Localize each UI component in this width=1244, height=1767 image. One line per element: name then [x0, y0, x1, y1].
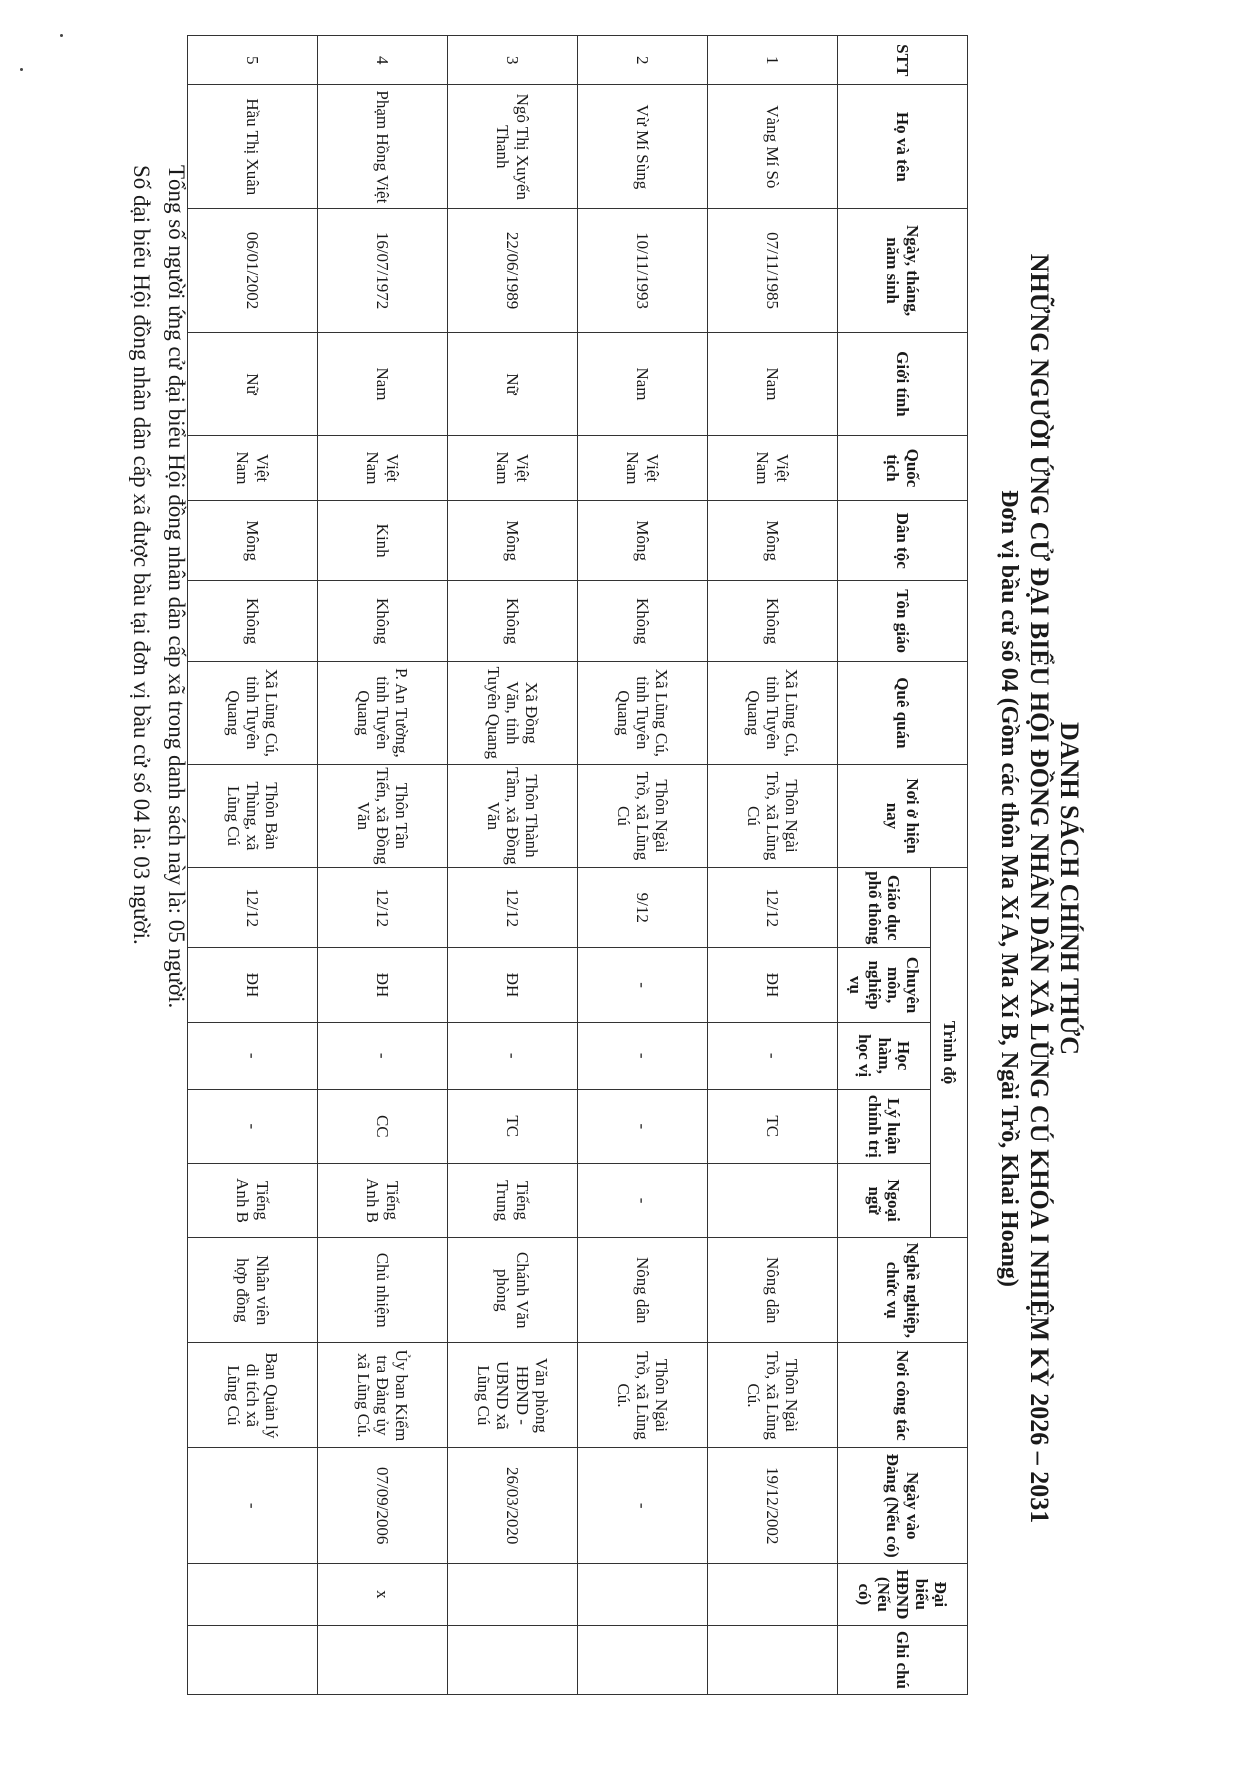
- cell-nationality: Việt Nam: [578, 436, 708, 501]
- cell-specialty: ĐH: [188, 948, 318, 1022]
- header-gender: Giới tính: [838, 332, 968, 435]
- cell-delegate: [188, 1563, 318, 1625]
- cell-party-date: 07/09/2006: [318, 1448, 448, 1563]
- cell-delegate: x: [318, 1563, 448, 1625]
- cell-foreign-language: Tiếng Trung: [448, 1163, 578, 1237]
- cell-occupation: Nông dân: [578, 1238, 708, 1343]
- cell-stt: 2: [578, 36, 708, 85]
- cell-residence: Thôn Ngài Trồ, xã Lũng Cú: [578, 764, 708, 867]
- cell-hometown: Xã Lũng Cú, tỉnh Tuyên Quang: [188, 661, 318, 764]
- header-hometown: Quê quán: [838, 661, 968, 764]
- cell-general-education: 9/12: [578, 868, 708, 948]
- cell-academic-title: -: [448, 1022, 578, 1089]
- cell-general-education: 12/12: [318, 868, 448, 948]
- cell-party-date: -: [578, 1448, 708, 1563]
- cell-specialty: ĐH: [448, 948, 578, 1022]
- cell-delegate: [448, 1563, 578, 1625]
- cell-hometown: Xã Lũng Cú, tỉnh Tuyên Quang: [578, 661, 708, 764]
- table-row: [448, 36, 578, 1695]
- cell-foreign-language: Tiếng Anh B: [188, 1163, 318, 1237]
- header-nationality: Quốc tịch: [838, 436, 968, 501]
- electoral-unit: Đơn vị bầu cử số 04 (Gồm các thôn Ma Xí A, Ma Xí B, Ngài Trồ, Khai Hoang): [996, 490, 1022, 1287]
- cell-academic-title: -: [708, 1022, 838, 1089]
- cell-general-education: 12/12: [188, 868, 318, 948]
- cell-ethnicity: Mông: [708, 500, 838, 580]
- cell-specialty: ĐH: [708, 948, 838, 1022]
- cell-occupation: Chủ nhiệm: [318, 1238, 448, 1343]
- cell-academic-title: -: [318, 1022, 448, 1089]
- cell-nationality: Việt Nam: [448, 436, 578, 501]
- cell-political-theory: -: [578, 1089, 708, 1163]
- cell-party-date: 26/03/2020: [448, 1448, 578, 1563]
- cell-delegate: [708, 1563, 838, 1625]
- cell-gender: Nữ: [188, 332, 318, 435]
- cell-religion: Không: [318, 581, 448, 661]
- cell-hometown: Xã Lũng Cú, tỉnh Tuyên Quang: [708, 661, 838, 764]
- cell-stt: 3: [448, 36, 578, 85]
- total-candidates-note: Tổng số người ứng cử đại biểu Hội đồng nhân dân cấp xã trong danh sách này là: 05 người.: [164, 165, 189, 1009]
- cell-workplace: Ủy ban Kiểm tra Đảng ủy xã Lũng Cú.: [318, 1343, 448, 1448]
- cell-stt: 5: [188, 36, 318, 85]
- cell-name: Ngô Thị Xuyến Thanh: [448, 85, 578, 209]
- cell-hometown: P. An Tường, tỉnh Tuyên Quang: [318, 661, 448, 764]
- cell-political-theory: -: [188, 1089, 318, 1163]
- cell-general-education: 12/12: [708, 868, 838, 948]
- cell-workplace: Thôn Ngài Trồ, xã Lũng Cú.: [578, 1343, 708, 1448]
- cell-name: Vàng Mí Sò: [708, 85, 838, 209]
- cell-workplace: Thôn Ngài Trồ, xã Lũng Cú.: [708, 1343, 838, 1448]
- cell-gender: Nam: [578, 332, 708, 435]
- cell-name: Vừ Mí Sùng: [578, 85, 708, 209]
- cell-general-education: 12/12: [448, 868, 578, 948]
- cell-notes: [448, 1625, 578, 1694]
- cell-gender: Nam: [708, 332, 838, 435]
- cell-ethnicity: Mông: [578, 500, 708, 580]
- table-row: [578, 36, 708, 1695]
- cell-foreign-language: -: [578, 1163, 708, 1237]
- cell-residence: Thôn Bản Thùng, xã Lũng Cú: [188, 764, 318, 867]
- cell-occupation: Chánh Văn phòng: [448, 1238, 578, 1343]
- cell-notes: [188, 1625, 318, 1694]
- cell-birth-date: 16/07/1972: [318, 209, 448, 333]
- cell-specialty: -: [578, 948, 708, 1022]
- cell-stt: 4: [318, 36, 448, 85]
- header-specialty: Chuyên môn, nghiệp vụ: [838, 948, 931, 1022]
- cell-birth-date: 22/06/1989: [448, 209, 578, 333]
- cell-academic-title: -: [188, 1022, 318, 1089]
- header-stt: STT: [838, 36, 968, 85]
- cell-party-date: 19/12/2002: [708, 1448, 838, 1563]
- header-name: Họ và tên: [838, 85, 968, 209]
- cell-residence: Thôn Tân Tiến, xã Đồng Văn: [318, 764, 448, 867]
- cell-nationality: Việt Nam: [188, 436, 318, 501]
- cell-academic-title: -: [578, 1022, 708, 1089]
- candidate-table: [187, 35, 968, 1695]
- table-row: [708, 36, 838, 1695]
- header-workplace: Nơi công tác: [838, 1343, 968, 1448]
- cell-notes: [708, 1625, 838, 1694]
- cell-nationality: Việt Nam: [318, 436, 448, 501]
- cell-foreign-language: Tiếng Anh B: [318, 1163, 448, 1237]
- cell-party-date: -: [188, 1448, 318, 1563]
- document-title: DANH SÁCH CHÍNH THỨC: [1055, 722, 1084, 1055]
- cell-birth-date: 07/11/1985: [708, 209, 838, 333]
- cell-religion: Không: [448, 581, 578, 661]
- cell-gender: Nữ: [448, 332, 578, 435]
- cell-workplace: Ban Quản lý di tích xã Lũng Cú: [188, 1343, 318, 1448]
- cell-residence: Thôn Thành Tâm, xã Đồng Văn: [448, 764, 578, 867]
- cell-ethnicity: Mông: [188, 500, 318, 580]
- cell-political-theory: TC: [708, 1089, 838, 1163]
- cell-hometown: Xã Đồng Văn, tỉnh Tuyên Quang: [448, 661, 578, 764]
- table-row: [188, 36, 318, 1695]
- header-birth-date: Ngày, tháng, năm sinh: [838, 209, 968, 333]
- cell-occupation: Nhân viên hợp đồng: [188, 1238, 318, 1343]
- cell-religion: Không: [578, 581, 708, 661]
- cell-birth-date: 10/11/1993: [578, 209, 708, 333]
- cell-notes: [318, 1625, 448, 1694]
- header-general-education: Giáo dục phổ thông: [838, 868, 931, 948]
- cell-residence: Thôn Ngài Trồ, xã Lũng Cú: [708, 764, 838, 867]
- header-party-date: Ngày vào Đảng (Nếu có): [838, 1448, 968, 1563]
- header-academic-title: Học hàm, học vị: [838, 1022, 931, 1089]
- header-residence: Nơi ở hiện nay: [838, 764, 968, 867]
- cell-birth-date: 06/01/2002: [188, 209, 318, 333]
- cell-specialty: ĐH: [318, 948, 448, 1022]
- cell-political-theory: CC: [318, 1089, 448, 1163]
- cell-religion: Không: [188, 581, 318, 661]
- cell-religion: Không: [708, 581, 838, 661]
- cell-stt: 1: [708, 36, 838, 85]
- cell-name: Phạm Hồng Việt: [318, 85, 448, 209]
- cell-ethnicity: Kinh: [318, 500, 448, 580]
- cell-delegate: [578, 1563, 708, 1625]
- header-education-group: Trình độ: [931, 868, 968, 1238]
- header-foreign-language: Ngoại ngữ: [838, 1163, 931, 1237]
- header-political-theory: Lý luận chính trị: [838, 1089, 931, 1163]
- header-notes: Ghi chú: [838, 1625, 968, 1694]
- cell-notes: [578, 1625, 708, 1694]
- header-ethnicity: Dân tộc: [838, 500, 968, 580]
- cell-ethnicity: Mông: [448, 500, 578, 580]
- header-occupation: Nghề nghiệp, chức vụ: [838, 1238, 968, 1343]
- cell-occupation: Nông dân: [708, 1238, 838, 1343]
- cell-name: Hầu Thị Xuân: [188, 85, 318, 209]
- header-religion: Tôn giáo: [838, 581, 968, 661]
- cell-nationality: Việt Nam: [708, 436, 838, 501]
- cell-political-theory: TC: [448, 1089, 578, 1163]
- document-subtitle: NHỮNG NGƯỜI ỨNG CỬ ĐẠI BIỂU HỘI ĐỒNG NHÂN DÂN XÃ LŨNG CÚ KHÓA I NHIỆM KỲ 2026 – 2031: [1025, 253, 1054, 1524]
- cell-gender: Nam: [318, 332, 448, 435]
- elected-seats-note: Số đại biểu Hội đồng nhân dân cấp xã được bầu tại đơn vị bầu cử số 04 là: 03 người.: [129, 165, 154, 945]
- header-delegate: Đại biểu HĐND (Nếu có): [838, 1563, 968, 1625]
- cell-workplace: Văn phòng HĐND - UBND xã Lũng Cú: [448, 1343, 578, 1448]
- table-row: [318, 36, 448, 1695]
- cell-foreign-language: [708, 1163, 838, 1237]
